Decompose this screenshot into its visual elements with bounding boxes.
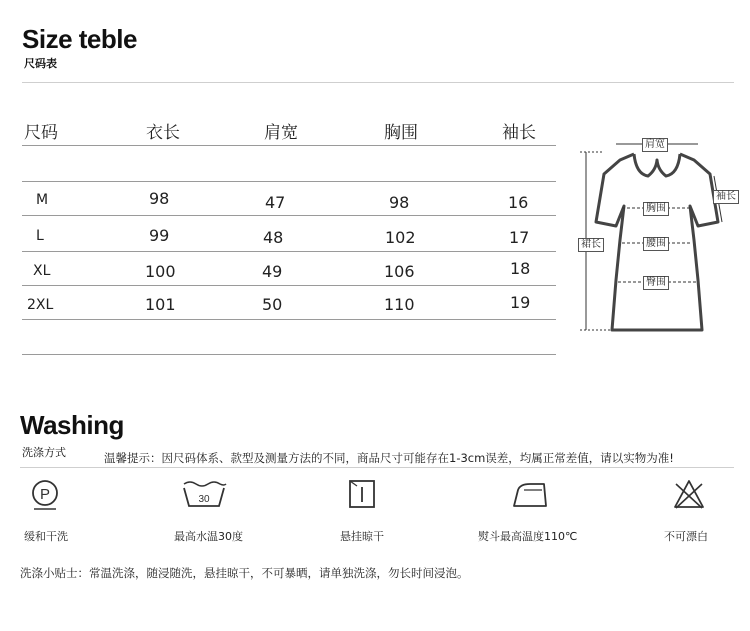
care-label: 缓和干洗: [24, 530, 68, 543]
table-cell: XL: [33, 263, 51, 279]
diagram-label-sleeve: 袖长: [713, 190, 739, 204]
svg-text:P: P: [39, 486, 51, 503]
wash-30-icon: [180, 478, 228, 514]
table-cell: 49: [262, 262, 283, 281]
diagram-label-waist: 腰围: [643, 237, 669, 251]
diagram-label-length: 裙长: [578, 238, 604, 252]
no-bleach-icon: [672, 478, 706, 514]
washing-tips: 洗涤小贴士：常温洗涤，随浸随洗，悬挂晾干，不可暴晒，请单独洗涤，勿长时间浸泡。: [20, 566, 469, 580]
section-divider: [20, 467, 734, 468]
table-cell: 101: [145, 295, 176, 314]
care-label: 不可漂白: [664, 530, 708, 543]
size-title: Size teble: [22, 24, 137, 54]
iron-icon: [510, 478, 550, 514]
table-cell: 19: [510, 293, 531, 312]
table-cell: 98: [149, 189, 170, 208]
table-cell: 47: [265, 193, 286, 212]
table-cell: 16: [508, 193, 529, 212]
header-chest: 胸围: [384, 123, 418, 143]
table-cell: 2XL: [27, 297, 54, 313]
washing-title: Washing: [20, 410, 124, 440]
diagram-label-hip: 臀围: [643, 276, 669, 290]
table-line: [22, 145, 556, 146]
table-line: [22, 181, 556, 182]
table-line: [22, 251, 556, 252]
table-cell: 98: [389, 193, 410, 212]
table-cell: 100: [145, 262, 176, 281]
care-label: 熨斗最高温度110℃: [478, 530, 578, 543]
table-line: [22, 354, 556, 355]
table-cell: 18: [510, 259, 531, 278]
header-length: 衣长: [146, 123, 180, 143]
dress-diagram: [572, 130, 742, 345]
size-notice: 温馨提示：因尺码体系、款型及测量方法的不同，商品尺寸可能存在1-3cm误差，均属正常差值，请以实物为准!: [104, 451, 674, 465]
table-cell: 102: [385, 228, 416, 247]
table-cell: 50: [262, 295, 283, 314]
table-cell: 110: [384, 295, 415, 314]
wash-temp: 30: [198, 494, 210, 505]
care-label: 最高水温30度: [174, 530, 243, 543]
table-cell: 48: [263, 228, 284, 247]
diagram-label-shoulder: 肩宽: [642, 138, 668, 152]
table-cell: 106: [384, 262, 415, 281]
size-subtitle: 尺码表: [24, 57, 57, 70]
section-divider: [22, 82, 734, 83]
hang-dry-icon: [347, 478, 377, 514]
header-shoulder: 肩宽: [264, 123, 298, 143]
table-line: [22, 215, 556, 216]
table-cell: 99: [149, 226, 170, 245]
header-sleeve: 袖长: [502, 123, 536, 143]
table-cell: 17: [509, 228, 530, 247]
table-cell: M: [36, 192, 49, 208]
washing-subtitle: 洗涤方式: [22, 446, 66, 459]
gentle-dry-clean-icon: [30, 478, 60, 516]
care-label: 悬挂晾干: [340, 530, 384, 543]
diagram-label-chest: 胸围: [643, 202, 669, 216]
table-line: [22, 285, 556, 286]
header-size: 尺码: [24, 123, 58, 143]
table-line: [22, 319, 556, 320]
table-cell: L: [36, 228, 44, 244]
